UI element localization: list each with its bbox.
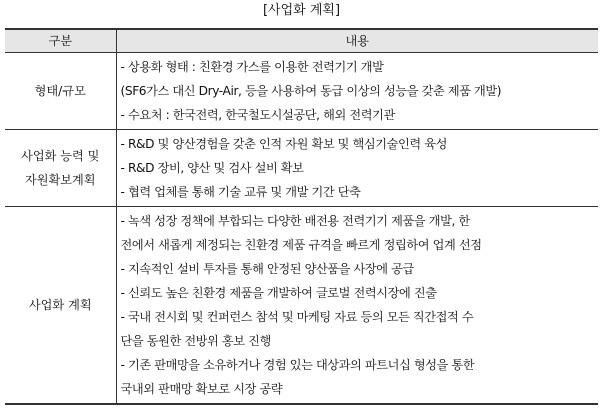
content-line: 전에서 새롭게 제정되는 친환경 제품 규격을 빠르게 정립하여 업계 선점 bbox=[120, 238, 482, 252]
content-line: - 수요처 : 한국전력, 한국철도시설공단, 해외 전력기관 bbox=[120, 108, 395, 122]
content-line: - 국내 전시회 및 컨퍼런스 참석 및 마케팅 자료 등의 모든 직간접적 수 bbox=[120, 310, 474, 324]
content-line: 단을 동원한 전방위 홍보 진행 bbox=[120, 334, 271, 348]
content-line: - 지속적인 설비 투자를 통해 안정된 양산품을 사장에 공급 bbox=[120, 262, 414, 276]
business-plan-table bbox=[5, 28, 598, 405]
row-content bbox=[116, 207, 598, 405]
table-row-business-plan bbox=[5, 207, 598, 405]
row-content bbox=[116, 130, 598, 207]
content-line: 국내외 판매망 확보로 시장 공략 bbox=[120, 382, 283, 396]
content-line: (SF6가스 대신 Dry-Air, 등을 사용하여 동급 이상의 성능을 갖춘 제품 개발) bbox=[120, 84, 502, 98]
row-category bbox=[5, 53, 116, 130]
row-category bbox=[5, 207, 116, 405]
table-header-row bbox=[5, 29, 598, 53]
category-label: 사업화 계획 bbox=[28, 298, 92, 312]
content-line: - R&D 및 양산경험을 갖춘 인적 자원 확보 및 핵심기술인력 육성 bbox=[120, 137, 447, 151]
row-category bbox=[5, 130, 116, 207]
content-line: - 상용화 형태 : 친환경 가스를 이용한 전력기기 개발 bbox=[120, 60, 384, 74]
content-line: - R&D 장비, 양산 및 검사 설비 확보 bbox=[120, 161, 304, 175]
category-label: 형태/규모 bbox=[34, 84, 86, 98]
header-category: 구분 bbox=[5, 29, 116, 53]
table-row-form-scale bbox=[5, 53, 598, 130]
content-line: - 협력 업체를 통해 기술 교류 및 개발 기간 단축 bbox=[120, 185, 361, 199]
category-label-line: 자원확보계획 bbox=[24, 173, 96, 187]
content-line: - 녹색 성장 정책에 부합되는 다양한 배전용 전력기기 제품을 개발, 한 bbox=[120, 214, 470, 228]
category-label-line: 사업화 능력 및 bbox=[21, 149, 100, 163]
content-line: - 신뢰도 높은 친환경 제품을 개발하여 글로벌 전력시장에 진출 bbox=[120, 286, 437, 300]
table-row-capability bbox=[5, 130, 598, 207]
row-content bbox=[116, 53, 598, 130]
header-content: 내용 bbox=[116, 29, 598, 53]
table-caption: [사업화 계획] bbox=[262, 3, 341, 18]
content-line: - 기존 판매망을 소유하거나 경험 있는 대상과의 파트너십 형성을 통한 bbox=[120, 358, 475, 372]
